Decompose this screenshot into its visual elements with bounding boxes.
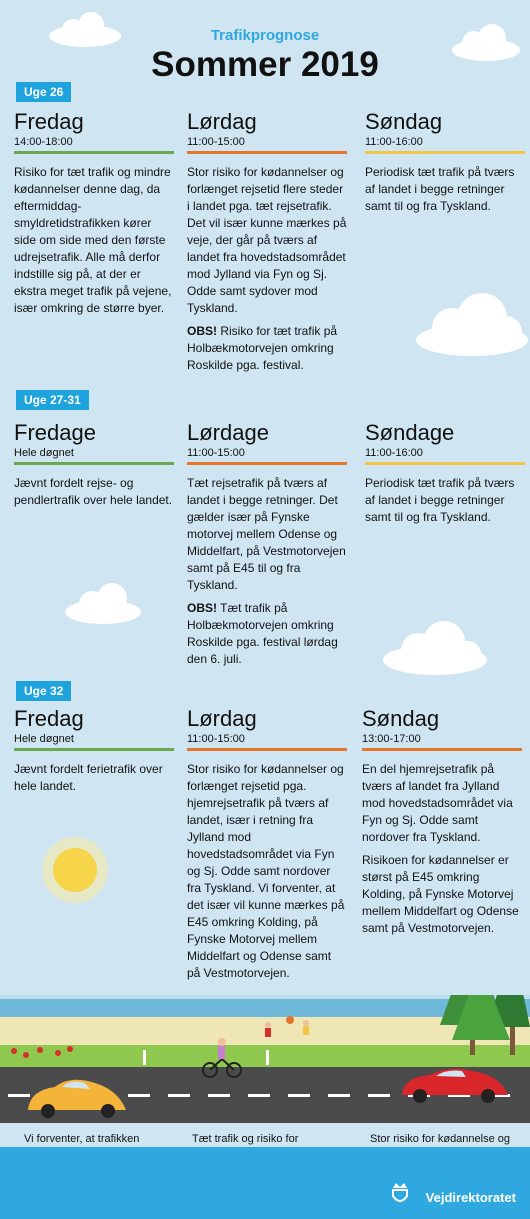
description-paragraph: Stor risiko for kødannelser og forlænget rejsetid flere steder i landet pga. tæt rejsetrafik. Det vil især kunne mærkes på veje, der går på tværs af landet fra hovedstadsområdet mod Jylland via Fyn og Sj. Odde samt sydover mod Tyskland. (187, 165, 347, 315)
day-name: Søndage (365, 420, 455, 445)
logo-text: Vejdirektoratet (425, 1190, 516, 1205)
day-column (362, 707, 522, 943)
day-description (187, 761, 347, 982)
traffic-level-bar (362, 748, 522, 751)
day-column (365, 421, 525, 532)
day-time: 14:00-18:00 (14, 136, 73, 148)
obs-note (187, 600, 347, 668)
week-badge: Uge 32 (16, 681, 71, 701)
obs-text: Tæt trafik på Holbækmotorvejen omkring Roskilde pga. festival lørdag den 6. juli. (187, 601, 338, 666)
day-column (187, 707, 347, 988)
day-time: 11:00-16:00 (365, 136, 423, 148)
description-paragraph: Jævnt fordelt rejse- og pendlertrafik over hele landet. (14, 476, 173, 507)
day-name: Lørdag (187, 706, 257, 731)
description-paragraph: En del hjemrejsetrafik på tværs af landet fra Jylland mod hovedstadsområdet via Fyn og Sj. Odde samt nordover fra Tyskland. (362, 762, 513, 844)
traffic-level-bar (14, 748, 174, 751)
day-time: 13:00-17:00 (362, 733, 421, 745)
legend-text: Tæt trafik og risiko for (192, 1133, 299, 1145)
day-column (187, 110, 347, 380)
description-paragraph: Risiko for tæt trafik og mindre kødannelser denne dag, da eftermiddag-smyldretidstrafikken kører side om side med den første udrejsetrafik. Alle må derfor indstille sig på, at der er ekstra meget trafik på vejene, især omkring de større byer. (14, 165, 172, 315)
obs-note (187, 323, 347, 374)
obs-text: Risiko for tæt trafik på Holbækmotorvejen omkring Roskilde pga. festival. (187, 324, 338, 372)
day-description (14, 475, 174, 509)
day-description (362, 761, 522, 937)
description-paragraph: Tæt rejsetrafik på tværs af landet i begge retninger. Det gælder især på Fynske motorvej mellem Odense og Middelfart, på Vestmotorvejen samt på E45 til og fra Tyskland. (187, 476, 346, 592)
road-scene-illustration (0, 995, 530, 1125)
cloud-icon (62, 580, 144, 626)
week-badge: Uge 27-31 (16, 390, 89, 410)
day-name: Lørdage (187, 420, 269, 445)
traffic-level-bar (365, 462, 525, 465)
traffic-level-bar (365, 151, 525, 154)
day-column (14, 707, 174, 801)
day-description (365, 164, 525, 215)
day-description (365, 475, 525, 526)
crown-logo-icon (390, 1180, 410, 1206)
day-name: Søndag (362, 706, 440, 731)
day-description (187, 475, 347, 668)
page-subtitle: Trafikprognose (210, 27, 320, 44)
day-column (14, 110, 174, 323)
traffic-level-bar (187, 748, 347, 751)
day-time: 11:00-15:00 (187, 136, 245, 148)
cloud-icon (410, 290, 530, 360)
day-time: 11:00-15:00 (187, 733, 245, 745)
description-paragraph: Jævnt fordelt ferietrafik over hele landet. (14, 762, 163, 793)
description-paragraph: Stor risiko for kødannelser og forlænget rejsetid pga. hjemrejsetrafik på tværs af landet, især i retning fra Jylland mod hovedstadsområdet via Fyn og Sj. Odde samt nordover fra Tyskland. Vi forventer, at det især vil kunne mærkes på E45 omkring Kolding, på Fynske Motorvej mellem Middelfart og Odense samt på Vestmotorvejen. (187, 762, 345, 980)
day-name: Lørdag (187, 109, 257, 134)
traffic-level-bar (187, 462, 347, 465)
day-time: 11:00-16:00 (365, 447, 423, 459)
day-column (187, 421, 347, 674)
description-paragraph: Periodisk tæt trafik på tværs af landet i begge retninger samt til og fra Tyskland. (365, 476, 515, 524)
legend-text: Vi forventer, at trafikken (24, 1133, 140, 1145)
footer (0, 1147, 530, 1219)
day-column (14, 421, 174, 515)
obs-label: OBS! (187, 324, 217, 338)
description-paragraph: Risikoen for kødannelser er størst på E45 omkring Kolding, på Fynske Motorvej mellem Middelfart og Odense samt på Vestmotorvejen. (362, 853, 519, 935)
traffic-level-bar (14, 462, 174, 465)
traffic-level-bar (14, 151, 174, 154)
day-name: Fredag (14, 109, 84, 134)
legend-text: Stor risiko for kødannelse og (370, 1133, 511, 1145)
sun-icon (40, 835, 110, 905)
page-title: Sommer 2019 (151, 45, 379, 84)
day-time: Hele døgnet (14, 733, 74, 745)
week-badge: Uge 26 (16, 82, 71, 102)
description-paragraph: Periodisk tæt trafik på tværs af landet i begge retninger samt til og fra Tyskland. (365, 165, 515, 213)
day-description (14, 761, 174, 795)
traffic-level-bar (187, 151, 347, 154)
cloud-icon (380, 618, 490, 678)
day-time: Hele døgnet (14, 447, 74, 459)
obs-label: OBS! (187, 601, 217, 615)
day-column (365, 110, 525, 221)
day-time: 11:00-15:00 (187, 447, 245, 459)
day-name: Søndag (365, 109, 443, 134)
day-name: Fredage (14, 420, 96, 445)
day-description (14, 164, 174, 317)
day-name: Fredag (14, 706, 84, 731)
day-description (187, 164, 347, 374)
